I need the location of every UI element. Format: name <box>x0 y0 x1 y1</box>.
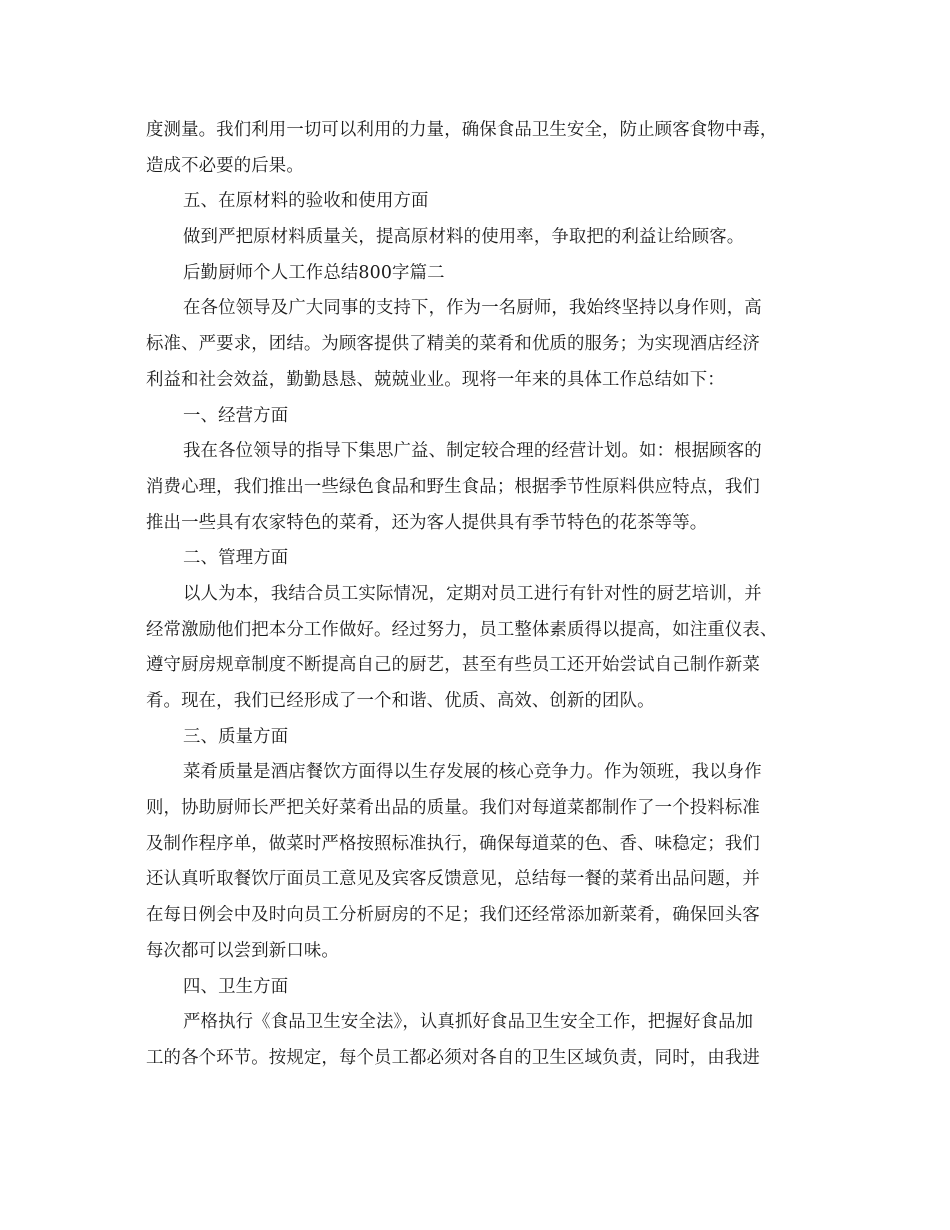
text-line: 严格执行《食品卫生安全法》，认真抓好食品卫生安全工作，把握好食品加 <box>183 1012 754 1033</box>
text-line: 造成不必要的后果。 <box>146 155 304 176</box>
text-line: 则，协助厨师长严把关好菜肴出品的质量。我们对每道菜都制作了一个投料标准 <box>146 798 760 819</box>
text-line: 菜肴质量是酒店餐饮方面得以生存发展的核心竞争力。作为领班，我以身作 <box>183 762 762 783</box>
text-line: 利益和社会效益，勤勤恳恳、兢兢业业。现将一年来的具体工作总结如下： <box>146 369 725 390</box>
text-line: 二、管理方面 <box>183 548 289 569</box>
text-line: 推出一些具有农家特色的菜肴，还为客人提供具有季节特色的花茶等等。 <box>146 512 708 533</box>
text-line: 消费心理，我们推出一些绿色食品和野生食品；根据季节性原料供应特点，我们 <box>146 476 760 497</box>
text-line: 五、在原材料的验收和使用方面 <box>183 191 429 212</box>
text-line: 在每日例会中及时向员工分析厨房的不足；我们还经常添加新菜肴，确保回头客 <box>146 905 760 926</box>
text-line: 三、质量方面 <box>183 726 289 747</box>
text-line: 经常激励他们把本分工作做好。经过努力，员工整体素质得以提高，如注重仪表、 <box>146 619 778 640</box>
text-line: 我在各位领导的指导下集思广益、制定较合理的经营计划。如：根据顾客的 <box>183 441 762 462</box>
text-line: 肴。现在，我们已经形成了一个和谐、优质、高效、创新的团队。 <box>146 691 655 711</box>
text-line: 标准、严要求，团结。为顾客提供了精美的菜肴和优质的服务；为实现酒店经济 <box>146 334 760 355</box>
text-line: 以人为本，我结合员工实际情况，定期对员工进行有针对性的厨艺培训，并 <box>183 583 762 604</box>
text-line: 工的各个环节。按规定，每个员工都必须对各自的卫生区域负责，同时，由我进 <box>146 1047 760 1068</box>
text-line: 每次都可以尝到新口味。 <box>146 940 339 961</box>
text-line: 后勤厨师个人工作总结800字篇二 <box>183 262 445 283</box>
document-body <box>146 113 808 1077</box>
text-line: 度测量。我们利用一切可以利用的力量，确保食品卫生安全，防止顾客食物中毒， <box>146 120 778 140</box>
text-line: 在各位领导及广大同事的支持下，作为一名厨师，我始终坚持以身作则，高 <box>183 298 762 319</box>
text-line: 遵守厨房规章制度不断提高自己的厨艺，甚至有些员工还开始尝试自己制作新菜 <box>146 655 760 676</box>
text-line: 一、经营方面 <box>183 405 289 426</box>
text-line: 做到严把原材料质量关，提高原材料的使用率，争取把的利益让给顾客。 <box>183 227 745 248</box>
text-line: 及制作程序单，做菜时严格按照标准执行，确保每道菜的色、香、味稳定；我们 <box>146 833 760 854</box>
text-line: 四、卫生方面 <box>183 976 289 997</box>
text-line: 还认真听取餐饮厅面员工意见及宾客反馈意见，总结每一餐的菜肴出品问题，并 <box>146 869 760 890</box>
